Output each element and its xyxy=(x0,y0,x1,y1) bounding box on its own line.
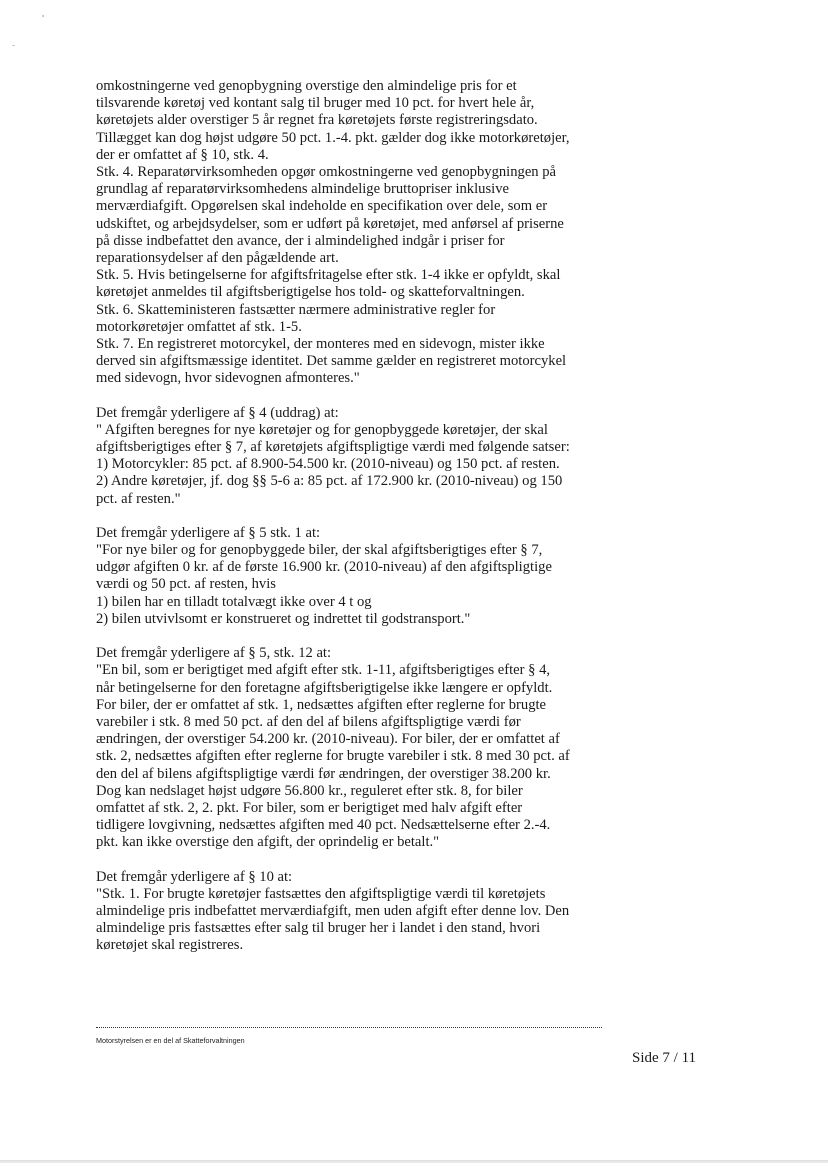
page-number: Side 7 / 11 xyxy=(632,1050,697,1066)
text-line: ændringen, der overstiger 54.200 kr. (2010-niveau). For biler, der er omfattet af xyxy=(96,731,560,748)
text-line: 2) Andre køretøjer, jf. dog §§ 5-6 a: 85 pct. af 172.900 kr. (2010-niveau) og 150 xyxy=(96,473,563,490)
text-line: Det fremgår yderligere af § 4 (uddrag) at: xyxy=(96,404,339,421)
document-body xyxy=(96,78,616,972)
text-line: derved sin afgiftsmæssige identitet. Det samme gælder en registreret motorcykel xyxy=(96,353,567,370)
text-line: stk. 2, nedsættes afgiften efter reglerne for brugte varebiler i stk. 8 med 30 pct. af xyxy=(96,748,570,765)
text-line: Det fremgår yderligere af § 10 at: xyxy=(96,868,293,885)
text-line: omkostningerne ved genopbygning overstige den almindelige pris for et xyxy=(96,78,517,94)
text-line: tidligere lovgivning, nedsættes afgiften med 40 pct. Nedsættelserne efter 2.-4. xyxy=(96,817,551,834)
text-line: Stk. 6. Skatteministeren fastsætter nærmere administrative regler for xyxy=(96,301,496,318)
text-line: omfattet af stk. 2, 2. pkt. For biler, som er berigtiget med halv afgift efter xyxy=(96,799,523,816)
text-line: Dog kan nedslaget højst udgøre 56.800 kr., reguleret efter stk. 8, for biler xyxy=(96,782,523,799)
scan-speck xyxy=(42,15,44,17)
text-line: udskiftet, og arbejdsydelser, som er udført på køretøjet, med anførsel af priserne xyxy=(96,215,564,232)
text-line: motorkøretøjer omfattet af stk. 1-5. xyxy=(96,318,302,335)
text-line: der er omfattet af § 10, stk. 4. xyxy=(96,146,269,163)
text-line: 1) bilen har en tilladt totalvægt ikke over 4 t og xyxy=(96,593,372,610)
text-line: tilsvarende køretøj ved kontant salg til bruger med 10 pct. for hvert hele år, xyxy=(96,95,535,112)
text-line: 2) bilen utvivlsomt er konstrueret og indrettet til godstransport." xyxy=(96,610,471,627)
text-line: den del af bilens afgiftspligtige værdi før ændringen, der overstiger 38.200 kr. xyxy=(96,765,551,782)
text-line: " Afgiften beregnes for nye køretøjer og for genopbyggede køretøjer, der skal xyxy=(96,421,548,438)
text-line: For biler, der er omfattet af stk. 1, nedsættes afgiften efter reglerne for brugte xyxy=(96,696,547,713)
text-line: køretøjet anmeldes til afgiftsberigtigelse hos told- og skatteforvaltningen. xyxy=(96,284,525,301)
footer-divider xyxy=(96,1027,602,1028)
text-line: Det fremgår yderligere af § 5, stk. 12 at: xyxy=(96,645,332,662)
text-line: afgiftsberigtiges efter § 7, af køretøjets afgiftspligtige værdi med følgende satser: xyxy=(96,439,570,456)
scan-edge xyxy=(0,1160,828,1163)
text-line: varebiler i stk. 8 med 50 pct. af den del af bilens afgiftspligtige værdi før xyxy=(96,713,521,730)
text-line: køretøjets alder overstiger 5 år regnet fra køretøjets første registreringsdato. xyxy=(96,112,538,129)
paragraph-block-1 xyxy=(96,78,616,388)
text-line: Tillægget kan dog højst udgøre 50 pct. 1.-4. pkt. gælder dog ikke motorkøretøjer, xyxy=(96,129,570,146)
text-line: "For nye biler og for genopbyggede biler, der skal afgiftsberigtiges efter § 7, xyxy=(96,542,543,559)
text-line: køretøjet skal registreres. xyxy=(96,937,244,954)
text-line: med sidevogn, hvor sidevognen afmonteres." xyxy=(96,370,360,387)
paragraph-block-2 xyxy=(96,405,616,508)
text-line: Stk. 4. Reparatørvirksomheden opgør omkostningerne ved genopbygningen på xyxy=(96,164,557,181)
text-line: "En bil, som er berigtiget med afgift efter stk. 1-11, afgiftsberigtiges efter § 4, xyxy=(96,662,551,679)
text-line: Det fremgår yderligere af § 5 stk. 1 at: xyxy=(96,524,321,541)
footer-note: Motorstyrelsen er en del af Skatteforvaltningen xyxy=(96,1036,245,1045)
text-line: når betingelserne for den foretagne afgiftsberigtigelse ikke længere er opfyldt. xyxy=(96,679,553,696)
text-line: Stk. 7. En registreret motorcykel, der monteres med en sidevogn, mister ikke xyxy=(96,336,545,353)
scan-speck xyxy=(12,45,15,46)
text-line: "Stk. 1. For brugte køretøjer fastsættes den afgiftspligtige værdi til køretøjets xyxy=(96,885,546,902)
text-line: merværdiafgift. Opgørelsen skal indeholde en specifikation over dele, som er xyxy=(96,198,548,215)
text-line: 1) Motorcykler: 85 pct. af 8.900-54.500 kr. (2010-niveau) og 150 pct. af resten. xyxy=(96,456,560,473)
text-line: almindelige pris indbefattet merværdiafgift, men uden afgift efter denne lov. Den xyxy=(96,902,570,919)
text-line: værdi og 50 pct. af resten, hvis xyxy=(96,576,276,593)
text-line: grundlag af reparatørvirksomhedens almindelige bruttopriser inklusive xyxy=(96,181,509,198)
text-line: pkt. kan ikke overstige den afgift, der oprindelig er betalt." xyxy=(96,834,440,851)
text-line: pct. af resten." xyxy=(96,490,181,507)
text-line: Stk. 5. Hvis betingelserne for afgiftsfritagelse efter stk. 1-4 ikke er opfyldt, skal xyxy=(96,267,561,284)
text-line: almindelige pris fastsættes efter salg til bruger her i landet i den stand, hvori xyxy=(96,920,541,937)
text-line: reparationsydelser af den pågældende art. xyxy=(96,250,339,267)
paragraph-block-5 xyxy=(96,869,616,955)
paragraph-block-3 xyxy=(96,525,616,628)
text-line: på disse indbefattet den avance, der i almindelighed indgår i priser for xyxy=(96,232,505,249)
paragraph-block-4 xyxy=(96,645,616,851)
text-line: udgør afgiften 0 kr. af de første 16.900 kr. (2010-niveau) af den afgiftspligtige xyxy=(96,559,552,576)
